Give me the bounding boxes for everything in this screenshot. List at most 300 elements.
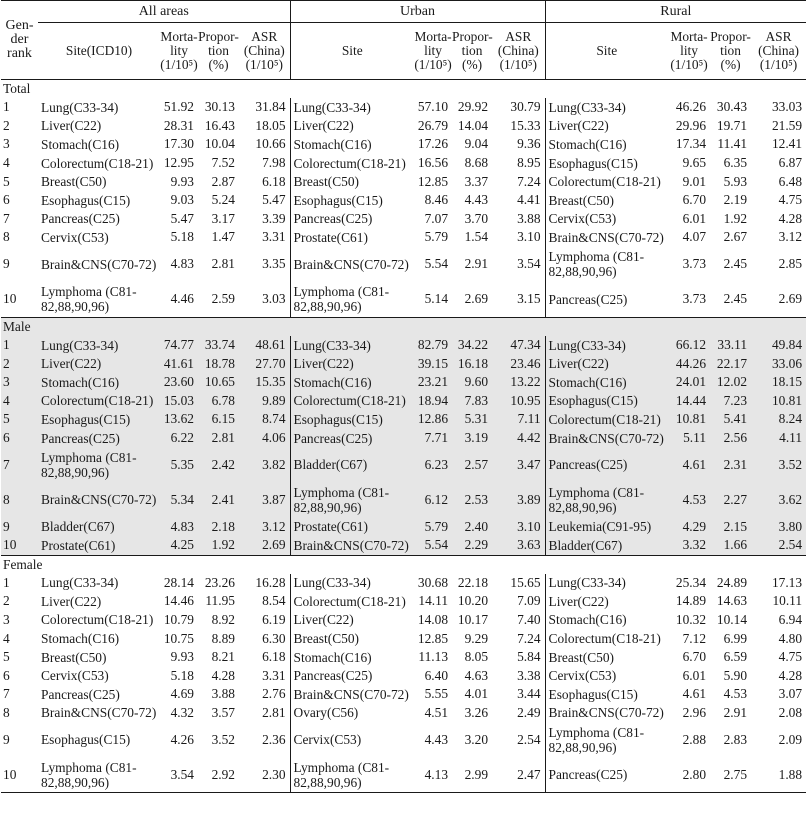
- rural-asr-cell: 4.80: [778, 630, 803, 646]
- rank-cell: 2: [1, 354, 38, 373]
- rural-proportion-cell: 2.45: [723, 291, 748, 307]
- rural-site-cell: Breast(C50): [545, 191, 668, 210]
- rural-asr-cell: 3.80: [751, 517, 806, 536]
- all-proportion-cell: 1.92: [198, 536, 239, 555]
- rural-proportion-cell: 4.53: [723, 686, 748, 702]
- group-all-areas-label: All areas: [138, 3, 189, 19]
- rank-cell: 7: [1, 447, 38, 482]
- rank-cell: 6: [1, 429, 38, 448]
- section-title-row: [1, 555, 806, 574]
- group-all-areas: [38, 1, 290, 23]
- rural-proportion-cell: 14.63: [716, 593, 748, 609]
- urban-mortality-cell: 5.55: [424, 686, 449, 702]
- all-site-cell: Lung(C33-34): [41, 99, 119, 115]
- urban-site-cell: Lymphoma (C81-82,88,90,96): [290, 757, 414, 793]
- rural-asr-cell: 6.48: [778, 173, 803, 189]
- rank-cell: 6: [3, 192, 10, 208]
- table-row: [1, 666, 806, 685]
- table-row: [1, 135, 806, 154]
- urban-proportion-cell: 8.05: [464, 649, 489, 665]
- all-proportion-cell: 30.13: [204, 99, 235, 115]
- rural-site-cell: Colorectum(C18-21): [545, 410, 668, 429]
- urban-site-cell: Ovary(C56): [290, 704, 414, 723]
- urban-asr-cell: 3.89: [492, 482, 545, 517]
- table-row: [1, 392, 806, 411]
- rural-asr-header: ASR (China) (1/10⁵): [751, 23, 806, 80]
- all-mortality-cell: 3.54: [160, 757, 198, 793]
- rural-proportion-cell: 1.66: [710, 536, 751, 555]
- urban-asr-cell: 2.49: [517, 704, 541, 720]
- urban-asr-cell: 13.22: [492, 373, 545, 392]
- rural-mortality-cell: 5.11: [668, 429, 710, 448]
- rural-asr-cell: 49.84: [751, 336, 806, 355]
- rural-mortality-cell: 6.01: [682, 667, 707, 683]
- rural-asr-cell: 3.07: [778, 686, 803, 702]
- rural-proportion-cell: 12.02: [710, 373, 751, 392]
- all-proportion-cell: 2.87: [211, 173, 235, 189]
- rank-cell: 7: [3, 686, 10, 702]
- rural-asr-cell: 3.52: [751, 447, 806, 482]
- rural-proportion-cell: 2.19: [723, 192, 748, 208]
- rural-mortality-cell: 46.26: [675, 99, 707, 115]
- urban-site-cell: Lymphoma (C81-82,88,90,96): [290, 282, 414, 318]
- all-asr-cell: 8.74: [239, 410, 290, 429]
- rank-header: [1, 1, 38, 80]
- urban-asr-cell: 7.40: [517, 611, 541, 627]
- rural-asr-cell: 18.15: [751, 373, 806, 392]
- rank-cell: 10: [1, 757, 38, 793]
- rural-site-cell: Stomach(C16): [545, 373, 668, 392]
- table-row: [1, 611, 806, 630]
- urban-mortality-cell: 12.85: [417, 173, 449, 189]
- urban-site-cell: Lung(C33-34): [290, 98, 414, 117]
- all-proportion-cell: 2.18: [198, 517, 239, 536]
- urban-mortality-cell: 82.79: [414, 336, 452, 355]
- all-asr-cell: 2.76: [262, 686, 286, 702]
- rank-cell: 9: [1, 517, 38, 536]
- rank-cell: 9: [3, 256, 10, 272]
- urban-asr-cell: 3.47: [492, 447, 545, 482]
- urban-proportion-cell: 4.63: [464, 667, 489, 683]
- rural-mortality-cell: 10.32: [675, 611, 707, 627]
- urban-mortality-cell: 14.08: [417, 611, 449, 627]
- urban-asr-cell: 2.47: [492, 757, 545, 793]
- urban-proportion-cell: 9.29: [464, 630, 489, 646]
- urban-mortality-cell: 6.23: [414, 447, 452, 482]
- rural-asr-cell: 12.41: [771, 136, 803, 152]
- table-row: [1, 704, 806, 723]
- urban-proportion-cell: 3.19: [452, 429, 492, 448]
- urban-asr-cell: 3.54: [517, 256, 541, 272]
- all-proportion-cell: 16.43: [204, 117, 235, 133]
- all-site-cell: Esophagus(C15): [38, 410, 160, 429]
- rural-mortality-cell: 44.26: [668, 354, 710, 373]
- urban-site-cell: Pancreas(C25): [290, 429, 414, 448]
- all-mortality-header: Morta-lity (1/10⁵): [160, 23, 198, 80]
- urban-mortality-cell: 4.51: [424, 704, 449, 720]
- rural-site-cell: Esophagus(C15): [545, 154, 668, 173]
- rural-asr-cell: 21.59: [771, 117, 803, 133]
- urban-proportion-cell: 10.20: [457, 593, 489, 609]
- table-row: [1, 629, 806, 648]
- all-asr-cell: 48.61: [239, 336, 290, 355]
- urban-site-cell: Pancreas(C25): [290, 210, 414, 229]
- urban-asr-cell: 15.33: [510, 117, 541, 133]
- urban-mortality-cell: 12.86: [414, 410, 452, 429]
- all-asr-cell: 3.03: [262, 291, 286, 307]
- all-mortality-cell: 9.03: [170, 192, 194, 208]
- urban-proportion-cell: 2.40: [452, 517, 492, 536]
- urban-mortality-cell: 8.46: [424, 192, 449, 208]
- urban-site-cell: Prostate(C61): [290, 228, 414, 247]
- rural-site-cell: Colorectum(C18-21): [545, 629, 668, 648]
- table-row: [1, 373, 806, 392]
- rural-proportion-cell: 24.89: [716, 574, 748, 590]
- rural-asr-cell: 4.28: [778, 210, 803, 226]
- rural-proportion-header: Propor-tion (%): [710, 23, 751, 80]
- rural-proportion-cell: 2.31: [710, 447, 751, 482]
- rural-asr-cell: 2.69: [778, 291, 803, 307]
- rural-proportion-cell: 5.90: [723, 667, 748, 683]
- all-mortality-cell: 12.95: [163, 155, 194, 171]
- rank-cell: 10: [3, 291, 17, 307]
- all-proportion-cell: 1.47: [211, 229, 235, 245]
- urban-proportion-cell: 2.91: [464, 256, 489, 272]
- all-proportion-cell: 3.88: [211, 686, 235, 702]
- urban-asr-cell: 47.34: [492, 336, 545, 355]
- table-row: [1, 757, 806, 793]
- urban-asr-cell: 3.38: [517, 667, 541, 683]
- all-mortality-cell: 10.75: [163, 630, 194, 646]
- rural-asr-cell: 10.81: [751, 392, 806, 411]
- urban-proportion-cell: 2.29: [452, 536, 492, 555]
- rural-site-cell: Lung(C33-34): [545, 98, 668, 117]
- urban-site-cell: Lymphoma (C81-82,88,90,96): [290, 482, 414, 517]
- urban-mortality-cell: 6.12: [414, 482, 452, 517]
- all-site-cell: Cervix(C53): [41, 668, 109, 684]
- all-proportion-cell: 18.78: [198, 354, 239, 373]
- rank-cell: 2: [3, 117, 10, 133]
- all-mortality-cell: 17.30: [163, 136, 194, 152]
- rural-mortality-cell: 4.29: [668, 517, 710, 536]
- rank-cell: 2: [3, 593, 10, 609]
- rural-asr-cell: 17.13: [771, 574, 803, 590]
- all-site-cell: Prostate(C61): [38, 536, 160, 555]
- rural-proportion-cell: 2.56: [710, 429, 751, 448]
- rural-proportion-cell: 2.45: [723, 256, 748, 272]
- all-asr-cell: 6.18: [262, 649, 286, 665]
- rural-mortality-cell: 2.80: [668, 757, 710, 793]
- urban-mortality-cell: 39.15: [414, 354, 452, 373]
- rural-proportion-cell: 2.15: [710, 517, 751, 536]
- all-asr-cell: 3.35: [262, 256, 286, 272]
- all-asr-cell: 6.18: [262, 173, 286, 189]
- urban-proportion-cell: 34.22: [452, 336, 492, 355]
- rural-asr-cell: 33.06: [751, 354, 806, 373]
- all-asr-cell: 2.69: [239, 536, 290, 555]
- urban-mortality-cell: 5.54: [414, 536, 452, 555]
- rural-asr-cell: 2.54: [751, 536, 806, 555]
- all-mortality-cell: 5.18: [170, 229, 194, 245]
- urban-asr-cell: 8.95: [517, 155, 541, 171]
- rural-asr-cell: 2.08: [778, 704, 803, 720]
- rank-cell: 9: [3, 731, 10, 747]
- all-asr-header: ASR (China) (1/10⁵): [239, 23, 290, 80]
- urban-mortality-cell: 5.79: [414, 517, 452, 536]
- rural-site-cell: Pancreas(C25): [545, 757, 668, 793]
- urban-mortality-cell: 14.11: [418, 593, 449, 609]
- all-site-cell: Lymphoma (C81-82,88,90,96): [41, 284, 137, 315]
- urban-site-cell: Liver(C22): [290, 611, 414, 630]
- table-row: [1, 574, 806, 593]
- rural-proportion-cell: 2.75: [710, 757, 751, 793]
- rural-mortality-cell: 6.01: [682, 210, 707, 226]
- all-mortality-cell: 5.47: [170, 210, 194, 226]
- urban-mortality-cell: 5.79: [424, 229, 449, 245]
- all-proportion-cell: 2.81: [198, 429, 239, 448]
- column-headers: [1, 23, 806, 80]
- urban-mortality-cell: 6.40: [424, 667, 449, 683]
- urban-proportion-cell: 7.83: [452, 392, 492, 411]
- rural-mortality-cell: 4.61: [682, 686, 707, 702]
- rank-cell: 1: [3, 99, 10, 115]
- rural-site-cell: Brain&CNS(C70-72): [545, 704, 668, 723]
- all-proportion-cell: 8.21: [211, 649, 235, 665]
- all-mortality-cell: 4.69: [170, 686, 194, 702]
- urban-proportion-cell: 2.99: [452, 757, 492, 793]
- all-mortality-cell: 5.35: [160, 447, 198, 482]
- all-asr-cell: 10.66: [255, 136, 286, 152]
- rural-mortality-cell: 2.96: [682, 704, 707, 720]
- rank-cell: 1: [3, 574, 10, 590]
- urban-site-cell: Cervix(C53): [290, 722, 414, 757]
- all-mortality-cell: 51.92: [163, 99, 194, 115]
- all-asr-cell: 27.70: [239, 354, 290, 373]
- rank-cell: 10: [1, 536, 38, 555]
- rank-cell: 5: [3, 173, 10, 189]
- rural-mortality-cell: 9.01: [682, 173, 707, 189]
- all-asr-cell: 3.82: [239, 447, 290, 482]
- rural-mortality-cell: 29.96: [675, 117, 707, 133]
- all-proportion-cell: 4.28: [211, 667, 235, 683]
- all-site-cell: Liver(C22): [38, 354, 160, 373]
- rural-mortality-cell: 14.44: [668, 392, 710, 411]
- rural-asr-cell: 2.09: [778, 731, 803, 747]
- all-mortality-cell: 6.22: [160, 429, 198, 448]
- rural-site-cell: Brain&CNS(C70-72): [545, 429, 668, 448]
- rural-asr-cell: 4.11: [751, 429, 806, 448]
- urban-proportion-cell: 3.26: [464, 704, 489, 720]
- urban-mortality-cell: 17.26: [417, 136, 449, 152]
- table-row: [1, 172, 806, 191]
- all-site-cell: Liver(C22): [41, 118, 102, 134]
- urban-mortality-cell: 30.68: [417, 574, 449, 590]
- all-asr-cell: 3.12: [239, 517, 290, 536]
- all-mortality-cell: 23.60: [160, 373, 198, 392]
- rural-site-cell: Colorectum(C18-21): [545, 172, 668, 191]
- all-proportion-cell: 33.74: [198, 336, 239, 355]
- urban-site-cell: Brain&CNS(C70-72): [290, 247, 414, 282]
- urban-asr-cell: 4.42: [492, 429, 545, 448]
- all-asr-cell: 6.30: [262, 630, 286, 646]
- all-mortality-cell: 4.83: [160, 517, 198, 536]
- all-site-cell: Stomach(C16): [41, 631, 120, 647]
- urban-proportion-cell: 2.53: [452, 482, 492, 517]
- table-row: [1, 648, 806, 667]
- all-proportion-cell: 2.41: [198, 482, 239, 517]
- all-asr-cell: 15.35: [239, 373, 290, 392]
- all-mortality-cell: 5.34: [160, 482, 198, 517]
- urban-proportion-cell: 8.68: [464, 155, 489, 171]
- urban-mortality-cell: 7.71: [414, 429, 452, 448]
- rural-asr-cell: 1.88: [751, 757, 806, 793]
- urban-asr-header: ASR (China) (1/10⁵): [492, 23, 545, 80]
- urban-proportion-cell: 9.60: [452, 373, 492, 392]
- table-row: [1, 722, 806, 757]
- all-mortality-cell: 4.32: [170, 704, 194, 720]
- rural-proportion-cell: 19.71: [716, 117, 748, 133]
- rural-proportion-cell: 11.41: [717, 136, 748, 152]
- urban-mortality-cell: 4.13: [414, 757, 452, 793]
- all-site-cell: Lung(C33-34): [41, 575, 119, 591]
- all-site-header: Site(ICD10): [38, 23, 160, 80]
- urban-mortality-header: Morta-lity (1/10⁵): [414, 23, 452, 80]
- rural-site-cell: Lung(C33-34): [545, 574, 668, 593]
- urban-proportion-cell: 4.01: [464, 686, 489, 702]
- all-site-cell: Bladder(C67): [38, 517, 160, 536]
- urban-asr-cell: 3.10: [492, 517, 545, 536]
- all-asr-cell: 2.81: [262, 704, 286, 720]
- rural-mortality-cell: 6.70: [682, 649, 707, 665]
- urban-site-cell: Liver(C22): [290, 354, 414, 373]
- rural-site-cell: Lymphoma (C81-82,88,90,96): [545, 482, 668, 517]
- rural-asr-cell: 2.85: [778, 256, 803, 272]
- all-mortality-cell: 28.14: [163, 574, 194, 590]
- rank-cell: 8: [3, 229, 10, 245]
- all-mortality-cell: 13.62: [160, 410, 198, 429]
- rural-mortality-cell: 24.01: [668, 373, 710, 392]
- urban-mortality-cell: 16.56: [417, 155, 449, 171]
- all-proportion-cell: 23.26: [204, 574, 235, 590]
- mortality-table: [1, 0, 806, 793]
- all-site-cell: Liver(C22): [41, 593, 102, 609]
- rural-site-cell: Stomach(C16): [545, 611, 668, 630]
- urban-site-cell: Stomach(C16): [290, 135, 414, 154]
- section-title: Female: [1, 555, 806, 574]
- all-asr-cell: 2.30: [239, 757, 290, 793]
- urban-mortality-cell: 23.21: [414, 373, 452, 392]
- rural-proportion-cell: 2.67: [723, 229, 748, 245]
- rank-cell: 3: [3, 611, 10, 627]
- section-title-row: [1, 80, 806, 99]
- table-row: [1, 117, 806, 136]
- all-asr-cell: 18.05: [255, 117, 286, 133]
- all-proportion-cell: 10.65: [198, 373, 239, 392]
- rank-cell: 4: [3, 155, 10, 171]
- rural-site-cell: Lymphoma (C81-82,88,90,96): [545, 722, 668, 757]
- group-rural-label: Rural: [660, 3, 692, 19]
- all-asr-cell: 3.39: [262, 210, 286, 226]
- urban-asr-cell: 7.11: [492, 410, 545, 429]
- all-mortality-cell: 74.77: [160, 336, 198, 355]
- all-site-cell: Esophagus(C15): [41, 732, 131, 748]
- urban-asr-cell: 3.44: [517, 686, 541, 702]
- rural-mortality-cell: 7.12: [682, 630, 707, 646]
- group-urban-label: Urban: [400, 3, 436, 19]
- urban-asr-cell: 3.15: [517, 291, 541, 307]
- rural-mortality-cell: 25.34: [675, 574, 707, 590]
- rural-site-cell: Pancreas(C25): [545, 447, 668, 482]
- rank-cell: 4: [1, 392, 38, 411]
- urban-site-cell: Colorectum(C18-21): [290, 592, 414, 611]
- all-site-cell: Brain&CNS(C70-72): [41, 256, 157, 272]
- urban-asr-cell: 30.79: [510, 99, 541, 115]
- urban-asr-cell: 9.36: [517, 136, 541, 152]
- all-site-cell: Breast(C50): [41, 649, 107, 665]
- all-mortality-cell: 9.93: [170, 173, 194, 189]
- all-site-cell: Cervix(C53): [41, 229, 109, 245]
- rank-cell: 4: [3, 630, 10, 646]
- all-site-cell: Brain&CNS(C70-72): [38, 482, 160, 517]
- section-total: [1, 80, 806, 318]
- urban-mortality-cell: 5.54: [424, 256, 449, 272]
- rural-site-cell: Lymphoma (C81-82,88,90,96): [545, 247, 668, 282]
- urban-site-cell: Colorectum(C18-21): [290, 392, 414, 411]
- urban-site-cell: Bladder(C67): [290, 447, 414, 482]
- table-row: [1, 191, 806, 210]
- all-mortality-cell: 4.25: [160, 536, 198, 555]
- rural-mortality-cell: 4.61: [668, 447, 710, 482]
- rural-asr-cell: 6.87: [778, 155, 803, 171]
- all-mortality-cell: 4.26: [170, 731, 194, 747]
- all-asr-cell: 4.06: [239, 429, 290, 448]
- urban-asr-cell: 4.41: [517, 192, 541, 208]
- urban-asr-cell: 23.46: [492, 354, 545, 373]
- rural-mortality-cell: 10.81: [668, 410, 710, 429]
- rural-proportion-cell: 22.17: [710, 354, 751, 373]
- all-asr-cell: 3.31: [262, 229, 286, 245]
- table-row: [1, 154, 806, 173]
- rural-site-header: Site: [545, 23, 668, 80]
- urban-site-cell: Colorectum(C18-21): [290, 154, 414, 173]
- urban-mortality-cell: 57.10: [417, 99, 449, 115]
- rural-site-cell: Esophagus(C15): [545, 392, 668, 411]
- all-site-cell: Stomach(C16): [41, 136, 120, 152]
- table-row: [1, 447, 806, 482]
- rural-mortality-cell: 6.70: [682, 192, 707, 208]
- all-proportion-cell: 10.04: [204, 136, 235, 152]
- urban-site-cell: Pancreas(C25): [290, 666, 414, 685]
- urban-asr-cell: 7.24: [517, 173, 541, 189]
- all-site-cell: Lymphoma (C81-82,88,90,96): [38, 757, 160, 793]
- table-row: [1, 354, 806, 373]
- all-proportion-cell: 5.24: [211, 192, 235, 208]
- rural-mortality-cell: 3.73: [682, 256, 707, 272]
- urban-asr-cell: 7.09: [517, 593, 541, 609]
- all-proportion-cell: 2.42: [198, 447, 239, 482]
- all-proportion-cell: 8.89: [211, 630, 235, 646]
- rural-proportion-cell: 1.92: [723, 210, 748, 226]
- all-mortality-cell: 15.03: [160, 392, 198, 411]
- rural-site-cell: Stomach(C16): [545, 135, 668, 154]
- urban-mortality-cell: 12.85: [417, 630, 449, 646]
- all-proportion-cell: 6.78: [198, 392, 239, 411]
- rank-header-label: Gen-der rank: [5, 18, 34, 61]
- all-mortality-cell: 4.83: [170, 256, 194, 272]
- rural-proportion-cell: 10.14: [716, 611, 748, 627]
- urban-proportion-cell: 9.04: [464, 136, 489, 152]
- urban-proportion-cell: 16.18: [452, 354, 492, 373]
